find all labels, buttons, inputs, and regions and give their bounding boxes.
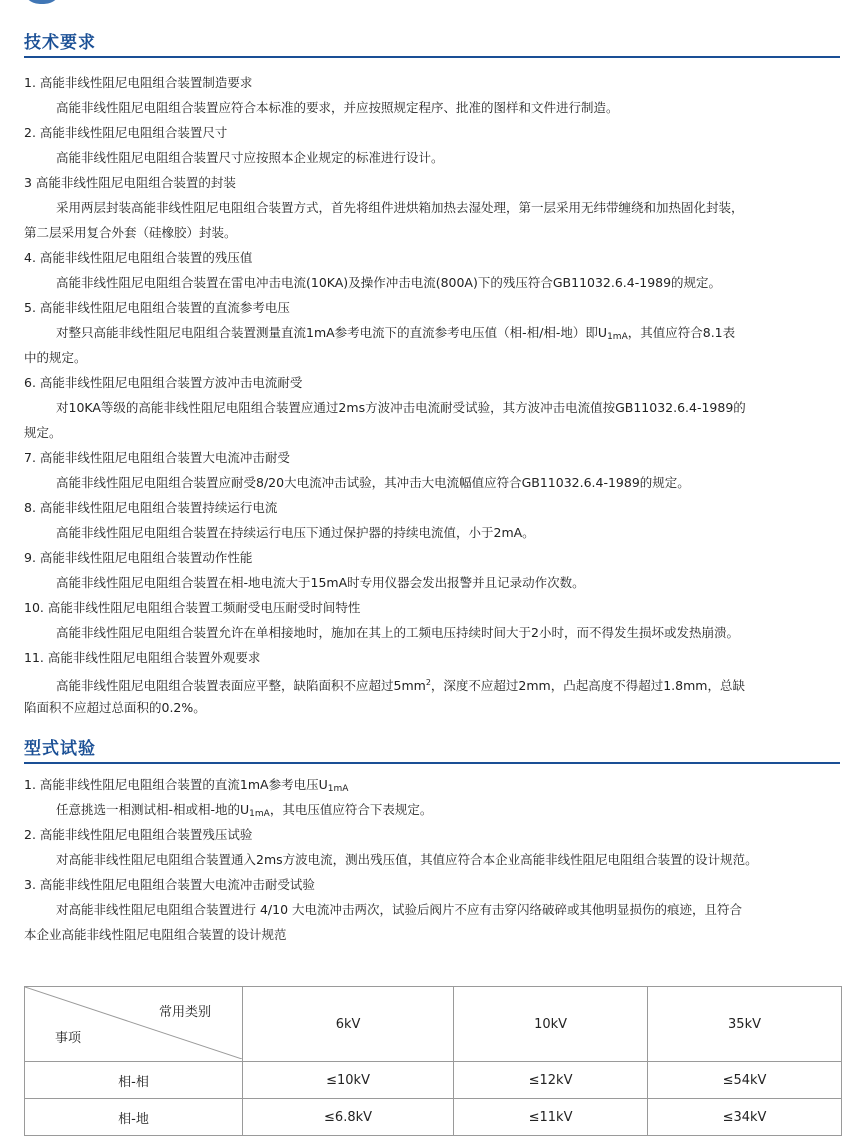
type-test-item-3-text-cont: 本企业高能非线性阻尼电阻组合装置的设计规范 (24, 927, 287, 942)
tech-item-5: 5. 高能非线性阻尼电阻组合装置的直流参考电压 (24, 300, 290, 315)
tech-item-6-text-cont: 规定。 (24, 425, 62, 440)
tech-item-5-text-cont: 中的规定。 (24, 350, 87, 365)
table-cell: ≤12kV (454, 1062, 648, 1099)
corner-category-label: 常用类别 (159, 1005, 212, 1020)
table-cell: ≤54kV (648, 1062, 842, 1099)
table-column-header: 35kV (648, 987, 842, 1062)
tech-item-6-text: 对10KA等级的高能非线性阻尼电阻组合装置应通过2ms方波冲击电流耐受试验，其方波冲击电流值按GB11032.6.4-1989的 (56, 400, 746, 415)
section-heading-tech: 技术要求 (24, 30, 840, 58)
section-heading-type-test: 型式试验 (24, 736, 840, 764)
tech-item-8-text: 高能非线性阻尼电阻组合装置在持续运行电压下通过保护器的持续电流值，小于2mA。 (56, 525, 535, 540)
table-corner-cell (25, 987, 243, 1062)
table-row (25, 1062, 842, 1099)
corner-item-label: 事项 (55, 1031, 82, 1046)
tech-item-10: 10. 高能非线性阻尼电阻组合装置工频耐受电压耐受时间特性 (24, 600, 361, 615)
table-column-header: 6kV (243, 987, 454, 1062)
tech-item-10-text: 高能非线性阻尼电阻组合装置允许在单相接地时，施加在其上的工频电压持续时间大于2小时，而不得发生损坏或发热崩溃。 (56, 625, 739, 640)
tech-item-5-text: 对整只高能非线性阻尼电阻组合装置测量直流1mA参考电流下的直流参考电压值（相-相/相-地）即$U_{1mA}$，其值应符合8.1表 (56, 325, 736, 342)
tech-item-11-text: 高能非线性阻尼电阻组合装置表面应平整，缺陷面积不应超过$5mm^2$，深度不应超过2mm，凸起高度不得超过1.8mm，总缺 (56, 678, 745, 693)
table-column-header: 10kV (454, 987, 648, 1062)
tech-item-1: 1. 高能非线性阻尼电阻组合装置制造要求 (24, 75, 253, 90)
tech-item-6: 6. 高能非线性阻尼电阻组合装置方波冲击电流耐受 (24, 375, 303, 390)
type-test-item-3-text: 对高能非线性阻尼电阻组合装置进行 4/10 大电流冲击两次，试验后阀片不应有击穿闪络破碎或其他明显损伤的痕迹，且符合 (56, 902, 743, 917)
type-test-item-3: 3. 高能非线性阻尼电阻组合装置大电流冲击耐受试验 (24, 877, 315, 892)
type-test-item-1-text: 任意挑选一相测试相-相或相-地的$U_{1mA}$，其电压值应符合下表规定。 (56, 802, 433, 819)
table-cell: ≤34kV (648, 1099, 842, 1136)
tech-item-11: 11. 高能非线性阻尼电阻组合装置外观要求 (24, 650, 261, 665)
top-decoration (0, 0, 860, 5)
table-cell: ≤11kV (454, 1099, 648, 1136)
tech-item-8: 8. 高能非线性阻尼电阻组合装置持续运行电流 (24, 500, 278, 515)
corner-diagonal-line (25, 987, 242, 1059)
tech-item-9: 9. 高能非线性阻尼电阻组合装置动作性能 (24, 550, 253, 565)
table-row-label: 相-相 (25, 1062, 243, 1099)
tech-item-3-text: 采用两层封装高能非线性阻尼电阻组合装置方式，首先将组件进烘箱加热去湿处理，第一层采用无纬带缠绕和加热固化封装， (56, 200, 744, 215)
type-test-item-2: 2. 高能非线性阻尼电阻组合装置残压试验 (24, 827, 253, 842)
table-header-row (25, 987, 842, 1062)
table-row-label: 相-地 (25, 1099, 243, 1136)
table-cell: ≤6.8kV (243, 1099, 454, 1136)
tech-item-4: 4. 高能非线性阻尼电阻组合装置的残压值 (24, 250, 253, 265)
tech-item-3-text-cont: 第二层采用复合外套（硅橡胶）封装。 (24, 225, 237, 240)
table-row (25, 1099, 842, 1136)
tech-item-11-text-cont: 陷面积不应超过总面积的0.2%。 (24, 700, 206, 715)
tech-item-7: 7. 高能非线性阻尼电阻组合装置大电流冲击耐受 (24, 450, 290, 465)
logo-arc-shape (22, 0, 62, 4)
tech-item-1-text: 高能非线性阻尼电阻组合装置应符合本标准的要求，并应按照规定程序、批准的图样和文件进行制造。 (56, 100, 619, 115)
type-test-item-1: 1. 高能非线性阻尼电阻组合装置的直流1mA参考电压$U_{1mA}$ (24, 777, 349, 794)
type-test-item-2-text: 对高能非线性阻尼电阻组合装置通入2ms方波电流，测出残压值，其值应符合本企业高能非线性阻尼电阻组合装置的设计规范。 (56, 852, 758, 867)
tech-item-9-text: 高能非线性阻尼电阻组合装置在相-地电流大于15mA时专用仪器会发出报警并且记录动作次数。 (56, 575, 585, 590)
table-cell: ≤10kV (243, 1062, 454, 1099)
tech-item-2-text: 高能非线性阻尼电阻组合装置尺寸应按照本企业规定的标准进行设计。 (56, 150, 444, 165)
voltage-spec-table (24, 986, 842, 1136)
tech-item-7-text: 高能非线性阻尼电阻组合装置应耐受8/20大电流冲击试验，其冲击大电流幅值应符合GB11032.6.4-1989的规定。 (56, 475, 690, 490)
tech-item-4-text: 高能非线性阻尼电阻组合装置在雷电冲击电流(10KA)及操作冲击电流(800A)下的残压符合GB11032.6.4-1989的规定。 (56, 275, 722, 290)
tech-item-3: 3 高能非线性阻尼电阻组合装置的封装 (24, 175, 236, 190)
tech-item-2: 2. 高能非线性阻尼电阻组合装置尺寸 (24, 125, 228, 140)
